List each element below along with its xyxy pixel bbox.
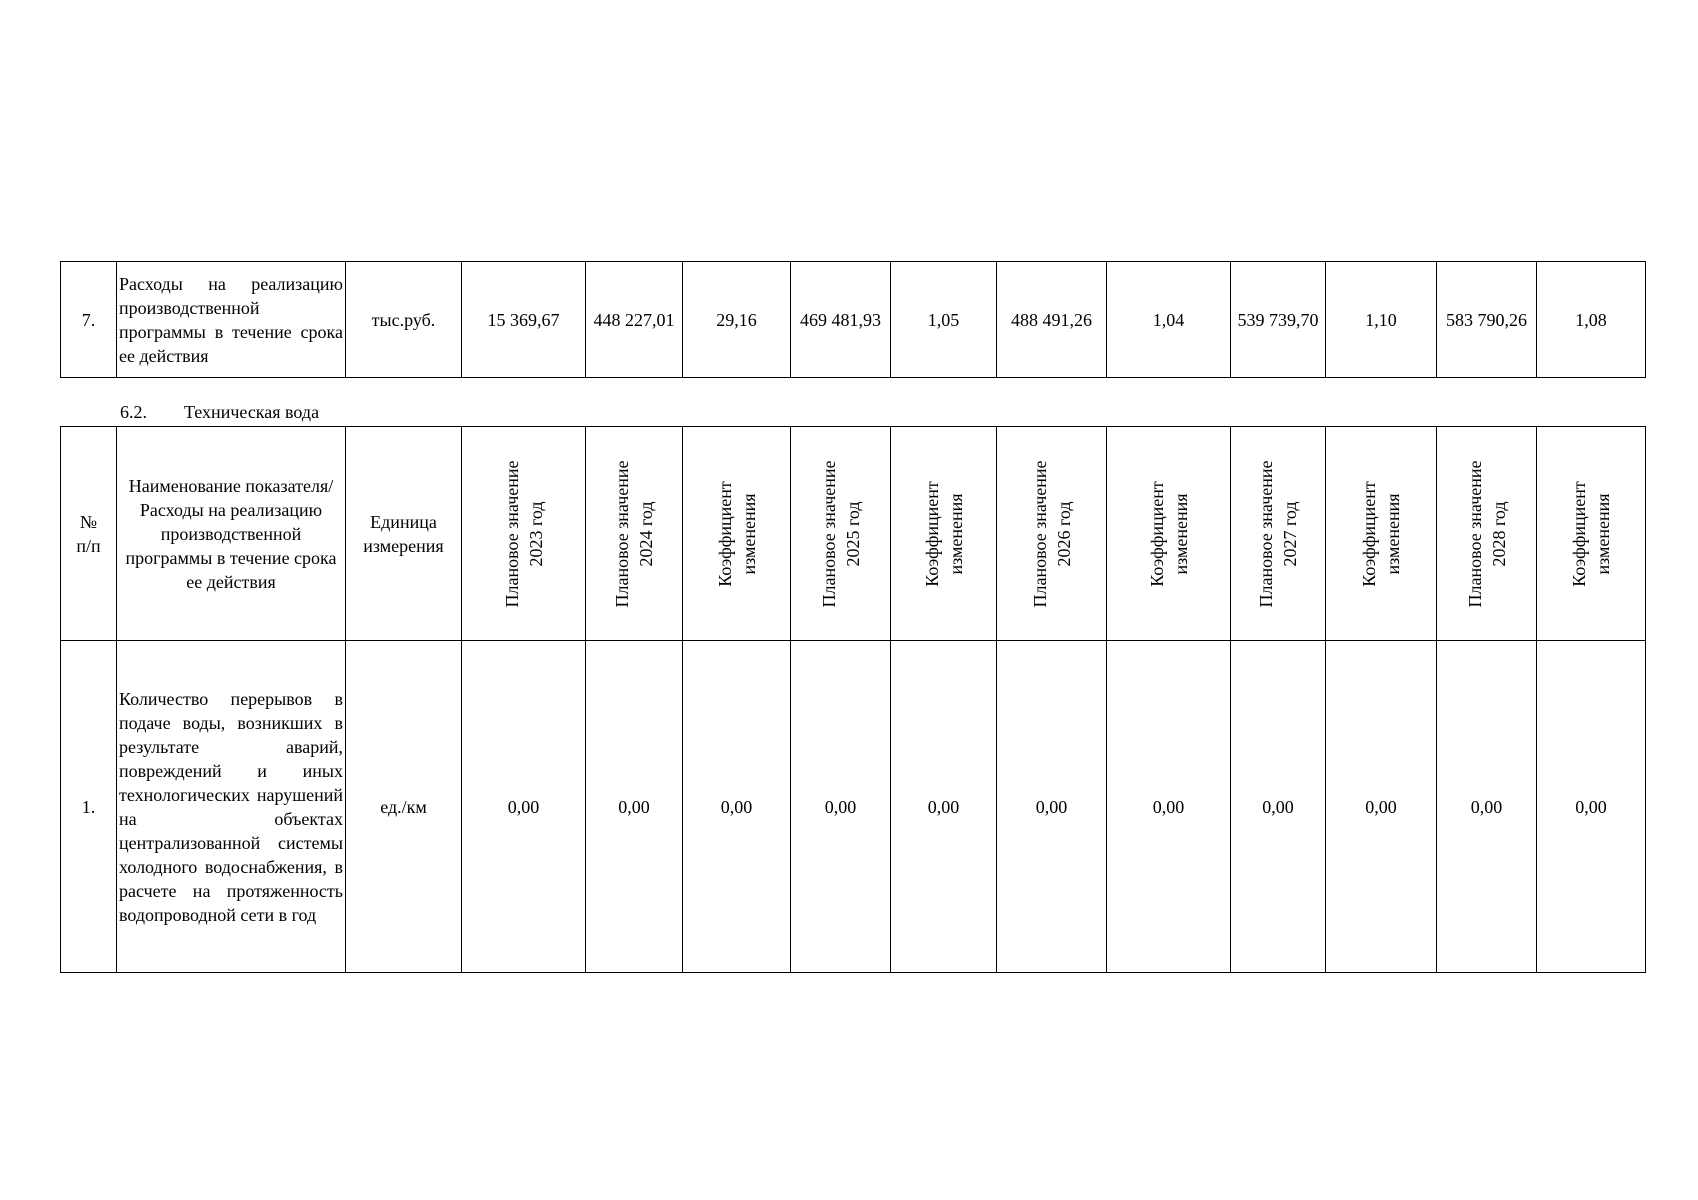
- indicator-name: Расходы на реализацию производственной программы в течение срока ее действия: [117, 262, 346, 378]
- header-col: [1537, 427, 1646, 641]
- value-cell: 0,00: [1326, 641, 1437, 973]
- value-cell: 29,16: [683, 262, 791, 378]
- value-cell: 469 481,93: [791, 262, 891, 378]
- table-row: [61, 262, 1646, 378]
- header-col-label: Коэффициент изменения: [1569, 480, 1613, 587]
- value-cell: 0,00: [891, 641, 997, 973]
- header-col-label: Коэффициент изменения: [714, 480, 759, 587]
- header-col-label: Плановое значение 2028 год: [1464, 460, 1509, 607]
- value-cell: 0,00: [1537, 641, 1646, 973]
- header-col: [997, 427, 1107, 641]
- header-col: [891, 427, 997, 641]
- header-col-label: Плановое значение 2025 год: [818, 460, 863, 607]
- section-title: Техническая вода: [184, 402, 320, 422]
- value-cell: 15 369,67: [462, 262, 586, 378]
- technical-water-table: [60, 426, 1646, 973]
- indicator-name: Количество перерывов в подаче воды, возникших в результате аварий, повреждений и иных технологических нарушений на объектах централизованной системы холодного водоснабжения, в расчете на протяженность водопроводной сети в год: [117, 641, 346, 973]
- value-cell: 488 491,26: [997, 262, 1107, 378]
- header-col: [1326, 427, 1437, 641]
- value-cell: 0,00: [462, 641, 586, 973]
- value-cell: 1,05: [891, 262, 997, 378]
- header-col: [683, 427, 791, 641]
- value-cell: 1,10: [1326, 262, 1437, 378]
- header-col-label: Коэффициент изменения: [1146, 480, 1191, 587]
- header-unit: Единица измерения: [346, 427, 462, 641]
- header-indicator-name: Наименование показателя/Расходы на реализацию производственной программы в течение срока ее действия: [117, 427, 346, 641]
- header-row: [61, 427, 1646, 641]
- header-col-label: Коэффициент изменения: [1359, 480, 1403, 587]
- section-number: 6.2.: [120, 402, 147, 422]
- header-col-label: Плановое значение 2024 год: [612, 460, 656, 607]
- unit-cell: ед./км: [346, 641, 462, 973]
- value-cell: 0,00: [586, 641, 683, 973]
- value-cell: 1,08: [1537, 262, 1646, 378]
- row-number: 1.: [61, 641, 117, 973]
- expenses-table: [60, 261, 1646, 378]
- value-cell: 539 739,70: [1231, 262, 1326, 378]
- section-heading: [120, 400, 319, 424]
- value-cell: 0,00: [791, 641, 891, 973]
- header-col-label: Плановое значение 2023 год: [501, 460, 546, 607]
- header-col: [1437, 427, 1537, 641]
- value-cell: 0,00: [997, 641, 1107, 973]
- value-cell: 0,00: [1437, 641, 1537, 973]
- value-cell: 448 227,01: [586, 262, 683, 378]
- header-col: [1231, 427, 1326, 641]
- header-col-label: Плановое значение 2027 год: [1256, 460, 1300, 607]
- value-cell: 0,00: [683, 641, 791, 973]
- header-col-label: Плановое значение 2026 год: [1029, 460, 1074, 607]
- header-number: № п/п: [61, 427, 117, 641]
- header-col: [586, 427, 683, 641]
- header-col: [1107, 427, 1231, 641]
- header-col: [791, 427, 891, 641]
- table-row: [61, 641, 1646, 973]
- value-cell: 1,04: [1107, 262, 1231, 378]
- value-cell: 583 790,26: [1437, 262, 1537, 378]
- unit-cell: тыс.руб.: [346, 262, 462, 378]
- row-number: 7.: [61, 262, 117, 378]
- header-col-label: Коэффициент изменения: [921, 480, 966, 587]
- header-col: [462, 427, 586, 641]
- value-cell: 0,00: [1107, 641, 1231, 973]
- value-cell: 0,00: [1231, 641, 1326, 973]
